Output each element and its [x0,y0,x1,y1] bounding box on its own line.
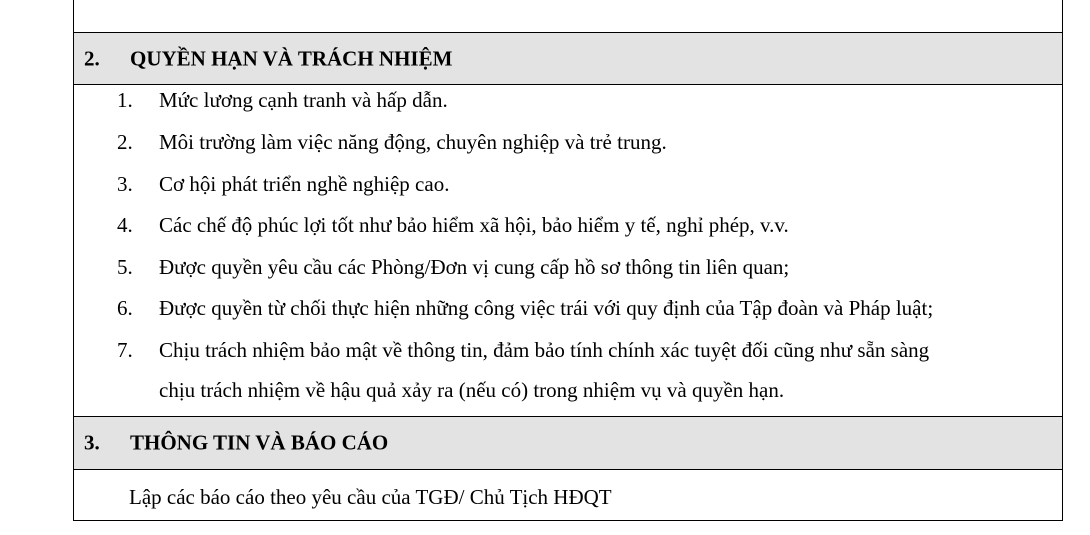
list-item-number: 5. [117,255,133,279]
list-item-text: Được quyền yêu cầu các Phòng/Đơn vị cung cấp hồ sơ thông tin liên quan; [159,255,790,279]
list-item-text: Chịu trách nhiệm bảo mật về thông tin, đảm bảo tính chính xác tuyệt đối cũng như sẵn sàng [159,338,930,362]
list-item-text: Mức lương cạnh tranh và hấp dẫn. [159,88,448,112]
list-item-text: chịu trách nhiệm về hậu quả xảy ra (nếu có) trong nhiệm vụ và quyền hạn. [159,378,785,402]
section-number: 2. [84,46,100,70]
list-item-text: Môi trường làm việc năng động, chuyên nghiệp và trẻ trung. [159,130,667,154]
list-item-text: Cơ hội phát triển nghề nghiệp cao. [159,172,450,196]
list-item-number: 4. [117,213,133,237]
section-header-rights [74,33,1062,85]
list-item-text: Được quyền từ chối thực hiện những công việc trái với quy định của Tập đoàn và Pháp luật; [159,296,934,320]
section-header-reporting [74,416,1062,470]
section-title: QUYỀN HẠN VÀ TRÁCH NHIỆM [130,46,453,70]
list-item-number: 7. [117,338,133,362]
list-item-text: Các chế độ phúc lợi tốt như bảo hiểm xã hội, bảo hiểm y tế, nghỉ phép, v.v. [159,213,789,237]
document-table [73,0,1063,521]
list-item-number: 1. [117,88,133,112]
previous-section-cell [74,0,1062,33]
section-number: 3. [84,430,100,455]
reporting-content: Lập các báo cáo theo yêu cầu của TGĐ/ Chủ Tịch HĐQT [129,485,612,509]
section-title: THÔNG TIN VÀ BÁO CÁO [130,430,389,455]
list-item-number: 3. [117,172,133,196]
list-item-number: 6. [117,296,133,320]
list-item-number: 2. [117,130,133,154]
